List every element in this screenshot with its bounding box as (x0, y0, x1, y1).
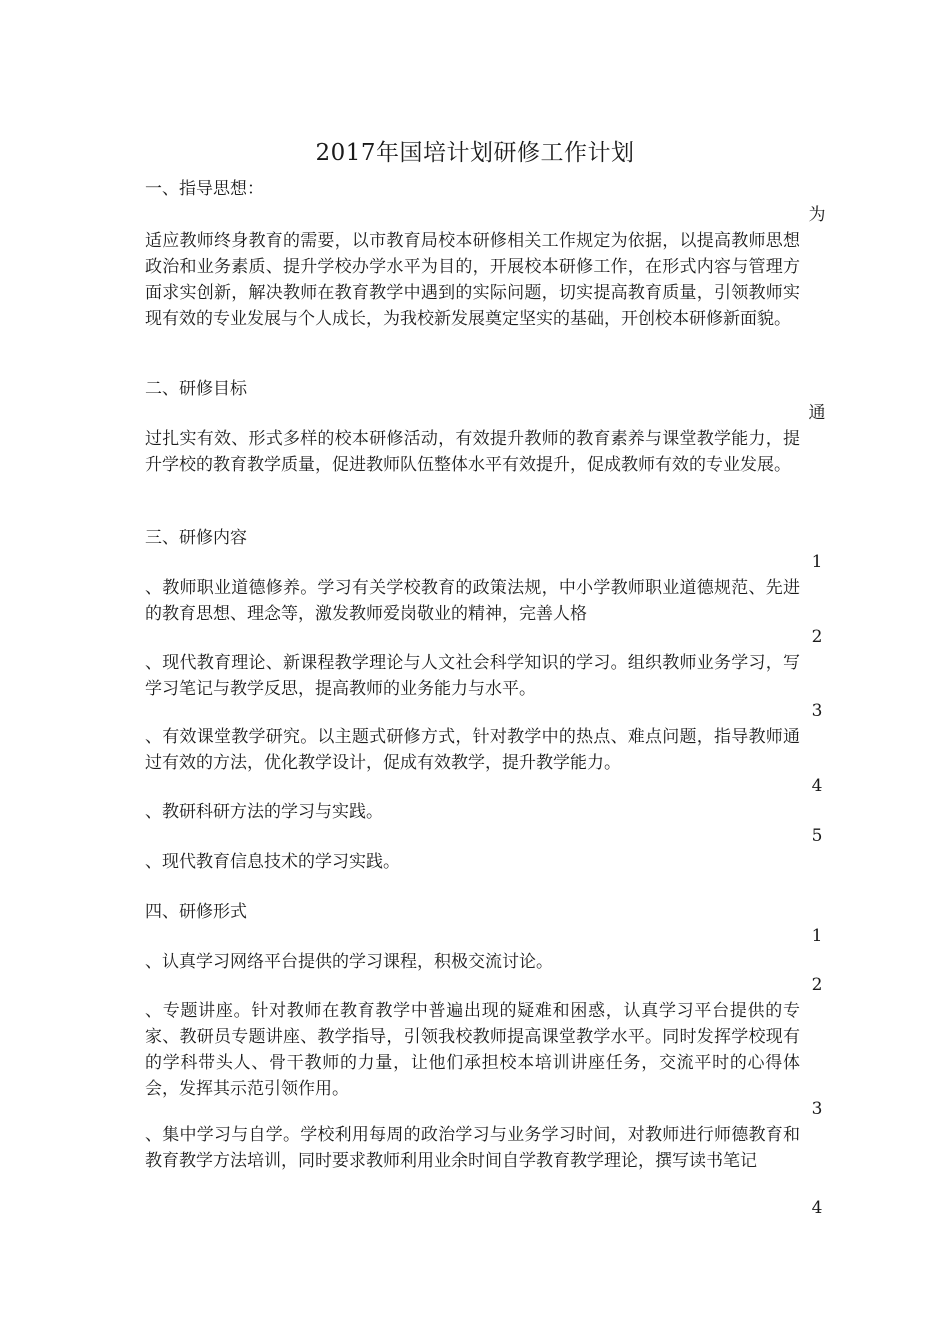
list-item: 、现代教育信息技术的学习实践。 (145, 852, 400, 872)
item-number: 2 (811, 975, 823, 995)
item-number: 5 (811, 826, 823, 846)
list-item: 、现代教育理论、新课程教学理论与人文社会科学知识的学习。组织教师业务学习，写学习笔记与教学反思，提高教师的业务能力与水平。 (145, 653, 800, 699)
section-heading-guiding-ideology: 一、指导思想： (145, 179, 264, 199)
item-number: 3 (811, 1099, 823, 1119)
section-heading-forms: 四、研修形式 (145, 902, 247, 922)
item-number: 4 (811, 1198, 823, 1218)
list-item: 、教研科研方法的学习与实践。 (145, 802, 383, 822)
document-title: 2017年国培计划研修工作计划 (315, 140, 635, 166)
list-item: 、认真学习网络平台提供的学习课程，积极交流讨论。 (145, 952, 553, 972)
list-item: 、有效课堂教学研究。以主题式研修方式，针对教学中的热点、难点问题，指导教师通过有效的方法，优化教学设计，促成有效教学，提升教学能力。 (145, 727, 800, 773)
list-item: 、集中学习与自学。学校利用每周的政治学习与业务学习时间，对教师进行师德教育和教育教学方法培训，同时要求教师利用业余时间自学教育教学理论，撰写读书笔记 (145, 1125, 800, 1171)
item-number: 1 (811, 926, 823, 946)
paragraph-goals: 过扎实有效、形式多样的校本研修活动，有效提升教师的教育素养与课堂教学能力，提升学校的教育教学质量，促进教师队伍整体水平有效提升，促成教师有效的专业发展。 (145, 429, 800, 475)
list-item: 、专题讲座。针对教师在教育教学中普遍出现的疑难和困惑，认真学习平台提供的专家、教研员专题讲座、教学指导，引领我校教师提高课堂教学水平。同时发挥学校现有的学科带头人、骨干教师的力量，让他们承担校本培训讲座任务，交流平时的心得体会，发挥其示范引领作用。 (145, 1001, 800, 1099)
list-item: 、教师职业道德修养。学习有关学校教育的政策法规，中小学教师职业道德规范、先进的教育思想、理念等，激发教师爱岗敬业的精神，完善人格 (145, 578, 800, 624)
margin-marker: 通 (808, 403, 826, 423)
item-number: 4 (811, 776, 823, 796)
margin-marker: 为 (808, 205, 826, 225)
item-number: 1 (811, 552, 823, 572)
item-number: 2 (811, 627, 823, 647)
section-heading-goals: 二、研修目标 (145, 379, 247, 399)
section-heading-content: 三、研修内容 (145, 528, 247, 548)
item-number: 3 (811, 701, 823, 721)
paragraph-guiding-ideology: 适应教师终身教育的需要，以市教育局校本研修相关工作规定为依据，以提高教师思想政治和业务素质、提升学校办学水平为目的，开展校本研修工作，在形式内容与管理方面求实创新，解决教师在教育教学中遇到的实际问题，切实提高教育质量，引领教师实现有效的专业发展与个人成长，为我校新发展奠定坚实的基础，开创校本研修新面貌。 (145, 231, 800, 329)
